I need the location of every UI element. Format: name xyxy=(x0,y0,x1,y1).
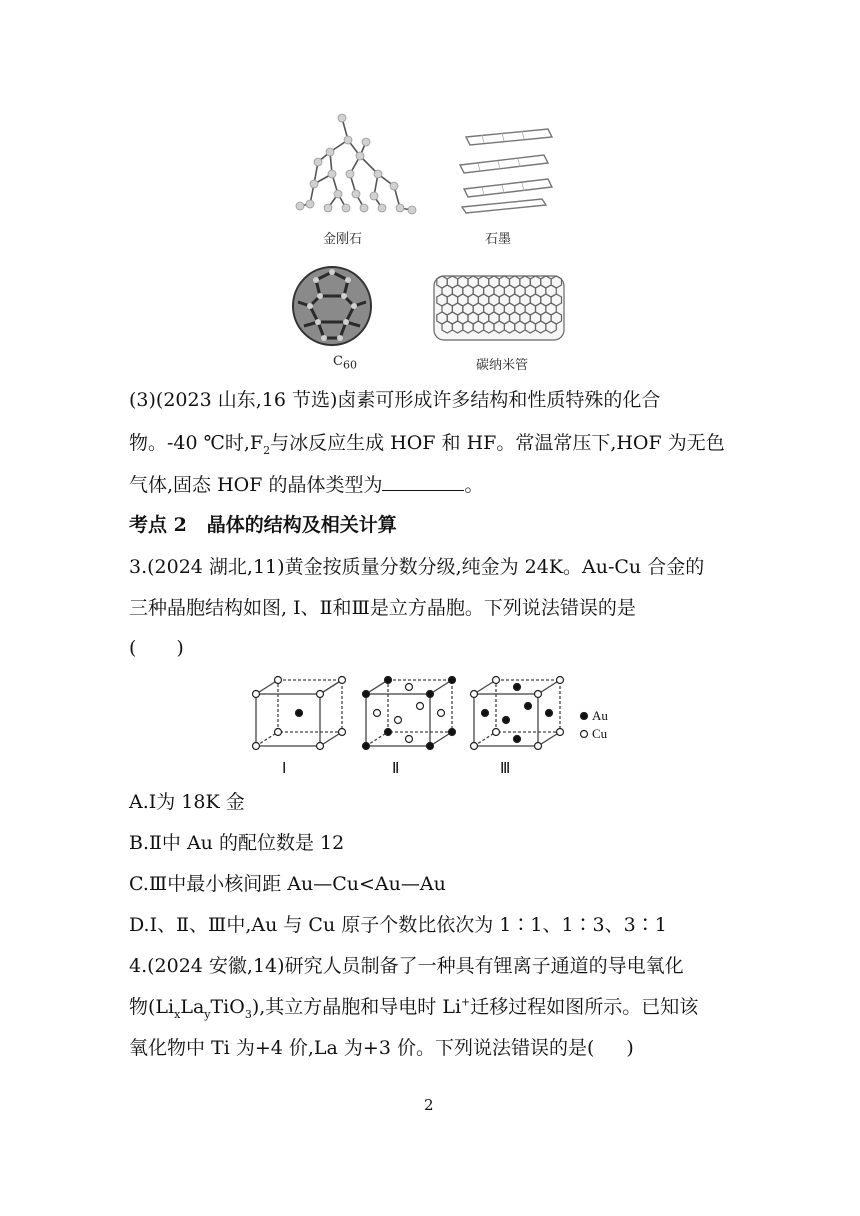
legend-cu-label: Cu xyxy=(592,726,608,741)
question-4-line-1: 4.(2024 安徽,14)研究人员制备了一种具有锂离子通道的导电氧化 xyxy=(129,955,684,977)
subscript-y: y xyxy=(204,1007,211,1021)
q4-paren-close: ) xyxy=(626,1037,634,1059)
diamond-caption: 金刚石 xyxy=(323,232,363,247)
q3-part-line-3b: 。 xyxy=(464,474,484,496)
paren-close: ) xyxy=(176,637,184,659)
q3-part-line-3 xyxy=(129,472,483,497)
f2-subscript: 2 xyxy=(263,443,271,457)
nanotube-caption: 碳纳米管 xyxy=(476,358,529,373)
c60-caption-sub: 60 xyxy=(342,358,357,372)
q4-text-e: 迁移过程如图所示。已知该 xyxy=(470,996,699,1018)
c60-caption xyxy=(333,354,357,372)
question-4-line-3 xyxy=(129,1036,634,1060)
subscript-3: 3 xyxy=(244,1007,252,1021)
option-b[interactable]: B.Ⅱ中 Au 的配位数是 12 xyxy=(129,832,345,854)
question-3-answer-paren xyxy=(129,636,184,660)
paren-open: ( xyxy=(129,637,137,659)
q4-text-c: TiO xyxy=(210,996,245,1018)
q3-part-line-2a: 物。-40 ℃时,F xyxy=(129,432,264,454)
question-3-line-1: 3.(2024 湖北,11)黄金按质量分数分级,纯金为 24K。Au-Cu 合金的 xyxy=(129,556,705,578)
q3-part-line-2 xyxy=(129,431,725,455)
q4-line-3-text: 氧化物中 Ti 为+4 价,La 为+3 价。下列说法错误的是( xyxy=(129,1037,595,1059)
q3-part-line-3a: 气体,固态 HOF 的晶体类型为 xyxy=(129,474,383,496)
section-heading xyxy=(129,513,397,537)
option-c[interactable]: C.Ⅲ中最小核间距 Au—Cu<Au—Au xyxy=(129,873,446,895)
c60-caption-main: C xyxy=(333,354,343,369)
c60-structure-image xyxy=(290,262,374,352)
q3-part-line-1: (3)(2023 山东,16 节选)卤素可形成许多结构和性质特殊的化合 xyxy=(129,389,661,411)
option-a[interactable]: A.Ⅰ为 18K 金 xyxy=(129,791,245,813)
carbon-nanotube-image xyxy=(432,270,566,346)
question-4-line-2 xyxy=(129,995,698,1019)
crystal-cells-figure xyxy=(248,676,618,780)
cell-3-label: Ⅲ xyxy=(500,761,511,777)
graphite-caption: 石墨 xyxy=(485,232,512,247)
page-number: 2 xyxy=(424,1096,434,1114)
section-label: 考点 2 xyxy=(129,514,187,536)
legend-au-label: Au xyxy=(592,708,608,723)
cell-1-label: Ⅰ xyxy=(282,761,287,777)
subscript-x: x xyxy=(174,1007,181,1021)
q4-text-d: ),其立方晶胞和导电时 Li xyxy=(251,996,462,1018)
section-title: 晶体的结构及相关计算 xyxy=(206,514,397,536)
q4-text-a: 物(Li xyxy=(129,996,175,1018)
option-d[interactable]: D.Ⅰ、Ⅱ、Ⅲ中,Au 与 Cu 原子个数比依次为 1∶1、1∶3、3∶1 xyxy=(129,914,667,936)
answer-blank[interactable] xyxy=(382,472,464,491)
question-3-line-2: 三种晶胞结构如图, Ⅰ、Ⅱ和Ⅲ是立方晶胞。下列说法错误的是 xyxy=(129,597,636,619)
superscript-plus: + xyxy=(461,995,471,1009)
q4-text-b: La xyxy=(180,996,205,1018)
diamond-structure-image xyxy=(290,112,420,222)
graphite-structure-image xyxy=(452,125,562,215)
q3-part-line-2b: 与冰反应生成 HOF 和 HF。常温常压下,HOF 为无色 xyxy=(270,432,725,454)
cell-2-label: Ⅱ xyxy=(392,761,400,777)
